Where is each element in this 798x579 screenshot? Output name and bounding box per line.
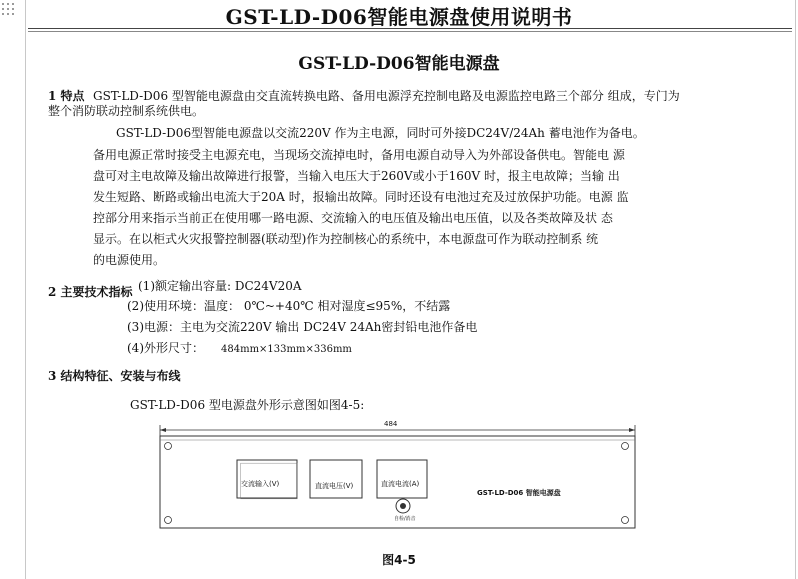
section1-para-line: GST-LD-D06型智能电源盘以交流220V 作为主电源，同时可外接DC24V/24Ah 蓄电池作为备电。 (116, 126, 645, 140)
section3-intro: GST-LD-D06 型电源盘外形示意图如图4-5: (130, 398, 365, 412)
section1-para-line: 盘可对主电故障及输出故障进行报警，当输入电压大于260V或小于160V 时，报主电故障；当输 出 (93, 169, 620, 183)
section1-para-line: 发生短路、断路或输出电流大于20A 时，报输出故障。同时还设有电池过充及过放保护功能。电源 监 (93, 190, 629, 204)
ac-input-display-label: 交流输入(V) (241, 480, 280, 488)
section1-line2: 整个消防联动控制系统供电。 (48, 104, 205, 118)
product-title: GST-LD-D06智能电源盘 (298, 54, 500, 74)
section1-heading: 1 特点 (48, 89, 85, 103)
spec-item: (4)外形尺寸： (127, 341, 204, 355)
section1-para-line: 的电源使用。 (93, 253, 166, 267)
title-rule-secondary (28, 31, 792, 32)
section2-heading: 2 主要技术指标 (48, 285, 133, 299)
spec-item: (2)使用环境：温度： 0℃~+40℃ 相对湿度≤95%，不结露 (127, 299, 451, 313)
self-test-switch-label: 自检/消音 (394, 516, 416, 522)
figure-caption: 图4-5 (382, 553, 416, 567)
dimension-label: 484 (384, 420, 398, 428)
title-rule (28, 28, 792, 29)
section1-para-line: 备用电源正常时接受主电源充电，当现场交流掉电时，备用电源自动导入为外部设备供电。智能电 源 (93, 148, 625, 162)
dc-current-display-label: 直流电流(A) (381, 480, 420, 488)
spec-item: (3)电源：主电为交流220V 输出 DC24V 24Ah密封铅电池作备电 (127, 320, 478, 334)
dc-voltage-display-label: 直流电压(V) (315, 482, 354, 490)
spec-size-value: 484mm×133mm×336mm (221, 344, 352, 355)
power-panel-diagram (155, 420, 640, 535)
section1-para-line: 控部分用来指示当前正在使用哪一路电源、交流输入的电压值及输出电压值，以及各类故障及状 态 (93, 211, 613, 225)
section1-para-line: 显示。在以柜式火灾报警控制器(联动型)作为控制核心的系统中，本电源盘可作为联动控制系 统 (93, 232, 599, 246)
spec-item: (1)额定输出容量: DC24V20A (138, 279, 302, 293)
panel-name-label: GST-LD-D06 智能电源盘 (477, 489, 561, 497)
section3-heading: 3 结构特征、安装与布线 (48, 369, 181, 383)
section1-line1: GST-LD-D06 型智能电源盘由交直流转换电路、备用电源浮充控制电路及电源监控电路三个部分 组成，专门为 (93, 89, 680, 103)
document-title: GST-LD-D06智能电源盘使用说明书 (225, 5, 573, 29)
